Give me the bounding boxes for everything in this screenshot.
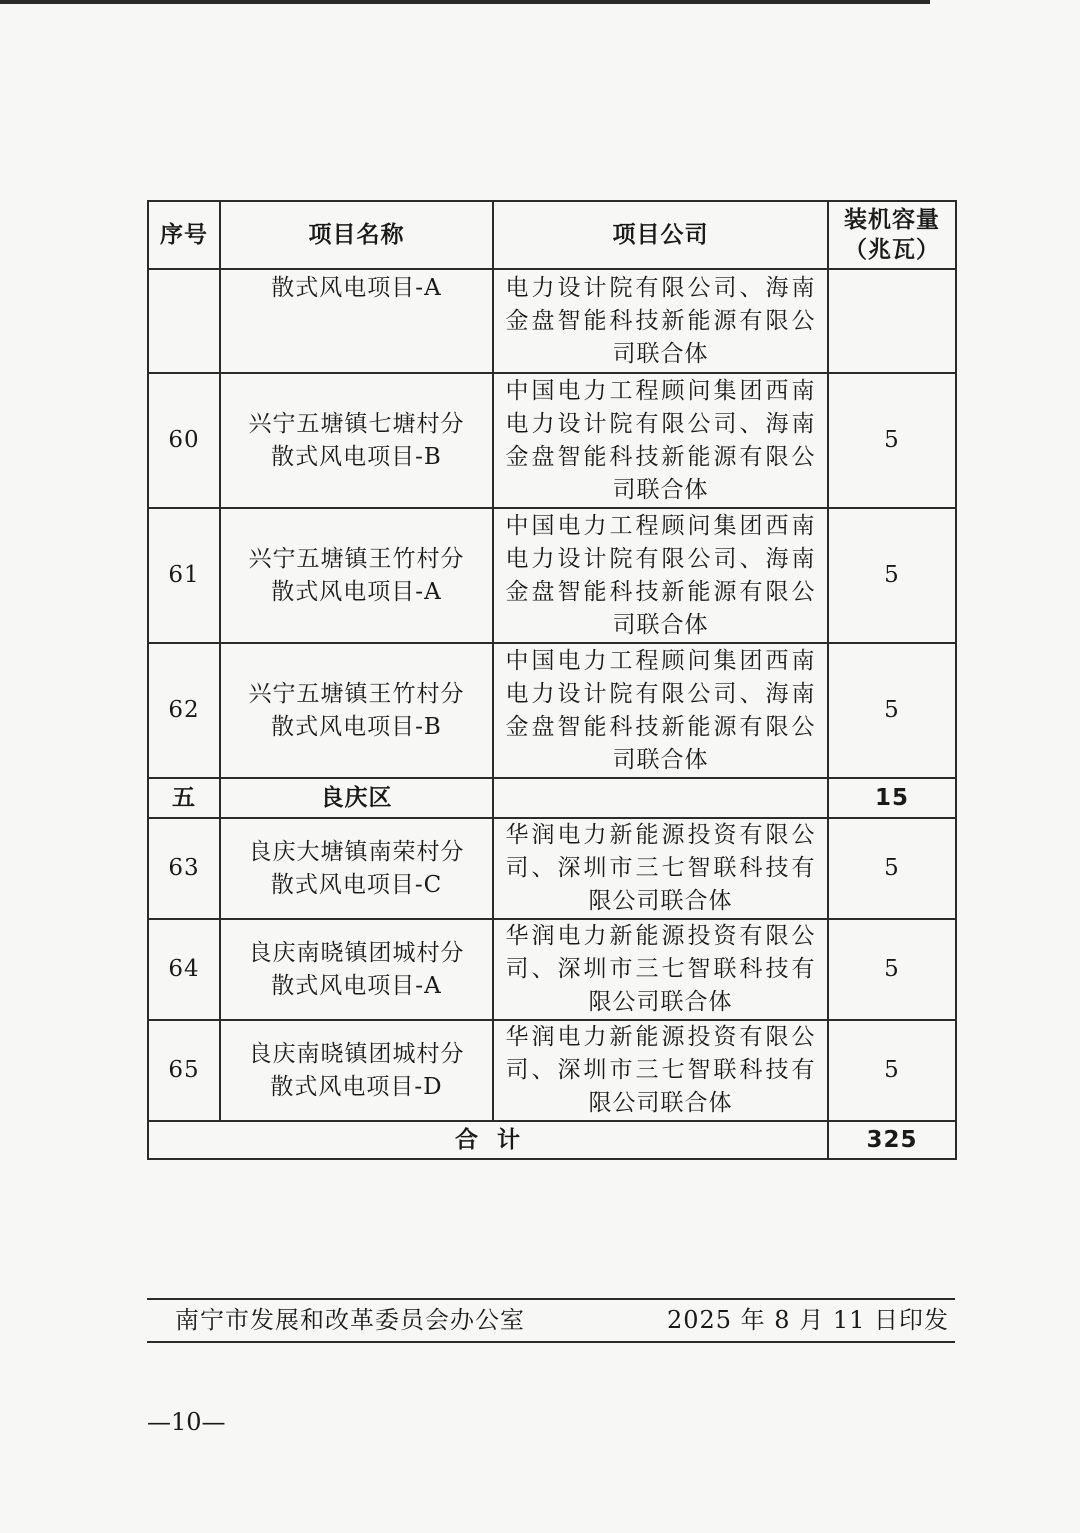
- name-line: 良庆南晓镇团城村分: [248, 939, 465, 966]
- company-line: 司联合体: [612, 611, 709, 638]
- company-line: 司联合体: [612, 746, 709, 773]
- section-seq: 五: [148, 778, 220, 818]
- section-capacity: 15: [828, 778, 956, 818]
- cell-seq: 65: [148, 1020, 220, 1121]
- cell-name: [220, 919, 493, 1020]
- cell-name: [220, 643, 493, 778]
- table-row: [148, 919, 956, 1020]
- header-seq: 序号: [148, 201, 220, 269]
- cell-company: [493, 919, 828, 1020]
- company-line: 电力设计院有限公司、海南: [505, 410, 816, 437]
- cell-capacity: 5: [828, 508, 956, 643]
- total-value: 325: [828, 1121, 956, 1159]
- table-row: [148, 508, 956, 643]
- table-row: [148, 269, 956, 373]
- header-capacity: [828, 201, 956, 269]
- company-line: 限公司联合体: [588, 989, 733, 1015]
- cell-name: [220, 508, 493, 643]
- issuance-footer: [147, 1298, 955, 1343]
- cell-company: [493, 269, 828, 373]
- cell-seq: 61: [148, 508, 220, 643]
- company-line: 中国电力工程顾问集团西南: [505, 647, 816, 674]
- table-row: [148, 373, 956, 508]
- company-line: 金盘智能科技新能源有限公: [505, 713, 816, 740]
- section-name: 良庆区: [220, 778, 493, 818]
- cell-company: [493, 508, 828, 643]
- company-line: 司联合体: [612, 476, 709, 503]
- cell-capacity: 5: [828, 643, 956, 778]
- section-company: [493, 778, 828, 818]
- company-line: 限公司联合体: [588, 1090, 733, 1116]
- cell-seq: 60: [148, 373, 220, 508]
- company-line: 司联合体: [612, 340, 709, 367]
- company-line: 金盘智能科技新能源有限公: [505, 443, 816, 470]
- name-line: 散式风电项目-C: [270, 871, 443, 898]
- total-label: 合 计: [148, 1121, 828, 1159]
- header-capacity-line2: （兆瓦）: [844, 237, 940, 263]
- header-company: 项目公司: [493, 201, 828, 269]
- company-line: 限公司联合体: [588, 888, 733, 914]
- issuer-name: 南宁市发展和改革委员会办公室: [175, 1306, 525, 1334]
- company-line: 中国电力工程顾问集团西南: [505, 377, 816, 404]
- cell-capacity: 5: [828, 373, 956, 508]
- cell-seq: 62: [148, 643, 220, 778]
- company-line: 华润电力新能源投资有限公: [505, 822, 816, 848]
- company-line: 司、深圳市三七智联科技有: [505, 956, 816, 982]
- table-row: [148, 1020, 956, 1121]
- name-line: 散式风电项目-A: [271, 578, 442, 605]
- cell-company: [493, 643, 828, 778]
- cell-capacity: 5: [828, 818, 956, 919]
- name-line: 散式风电项目-D: [270, 1073, 443, 1100]
- cell-name: [220, 1020, 493, 1121]
- cell-capacity: [828, 269, 956, 373]
- name-line: 散式风电项目-A: [271, 972, 442, 999]
- cell-capacity: 5: [828, 1020, 956, 1121]
- cell-company: [493, 818, 828, 919]
- company-line: 华润电力新能源投资有限公: [505, 923, 816, 949]
- cell-name: [220, 269, 493, 373]
- company-line: 中国电力工程顾问集团西南: [505, 512, 816, 539]
- name-line: 良庆南晓镇团城村分: [248, 1040, 465, 1067]
- company-line: 司、深圳市三七智联科技有: [505, 855, 816, 881]
- page-number: —10—: [147, 1408, 226, 1436]
- cell-seq: 64: [148, 919, 220, 1020]
- cell-seq: 63: [148, 818, 220, 919]
- name-line: 良庆大塘镇南荣村分: [248, 838, 465, 865]
- company-line: 电力设计院有限公司、海南: [505, 274, 816, 301]
- section-row: [148, 778, 956, 818]
- name-line: 散式风电项目-B: [271, 443, 442, 470]
- cell-company: [493, 373, 828, 508]
- header-name: 项目名称: [220, 201, 493, 269]
- cell-seq: [148, 269, 220, 373]
- company-line: 电力设计院有限公司、海南: [505, 680, 816, 707]
- cell-capacity: 5: [828, 919, 956, 1020]
- name-line: 兴宁五塘镇王竹村分: [248, 680, 465, 707]
- name-line: 散式风电项目-A: [271, 275, 442, 301]
- header-capacity-line1: 装机容量: [844, 207, 940, 233]
- cell-company: [493, 1020, 828, 1121]
- company-line: 电力设计院有限公司、海南: [505, 545, 816, 572]
- name-line: 兴宁五塘镇王竹村分: [248, 545, 465, 572]
- issue-date: 2025 年 8 月 11 日印发: [666, 1306, 949, 1334]
- total-row: [148, 1121, 956, 1159]
- table-header-row: [148, 201, 956, 269]
- cell-name: [220, 818, 493, 919]
- company-line: 司、深圳市三七智联科技有: [505, 1057, 816, 1083]
- cell-name: [220, 373, 493, 508]
- company-line: 华润电力新能源投资有限公: [505, 1024, 816, 1050]
- table-row: [148, 643, 956, 778]
- name-line: 散式风电项目-B: [271, 713, 442, 740]
- table-row: [148, 818, 956, 919]
- company-line: 金盘智能科技新能源有限公: [505, 307, 816, 334]
- company-line: 金盘智能科技新能源有限公: [505, 578, 816, 605]
- project-table: [147, 200, 957, 1160]
- name-line: 兴宁五塘镇七塘村分: [248, 410, 465, 437]
- top-rule: [0, 0, 930, 4]
